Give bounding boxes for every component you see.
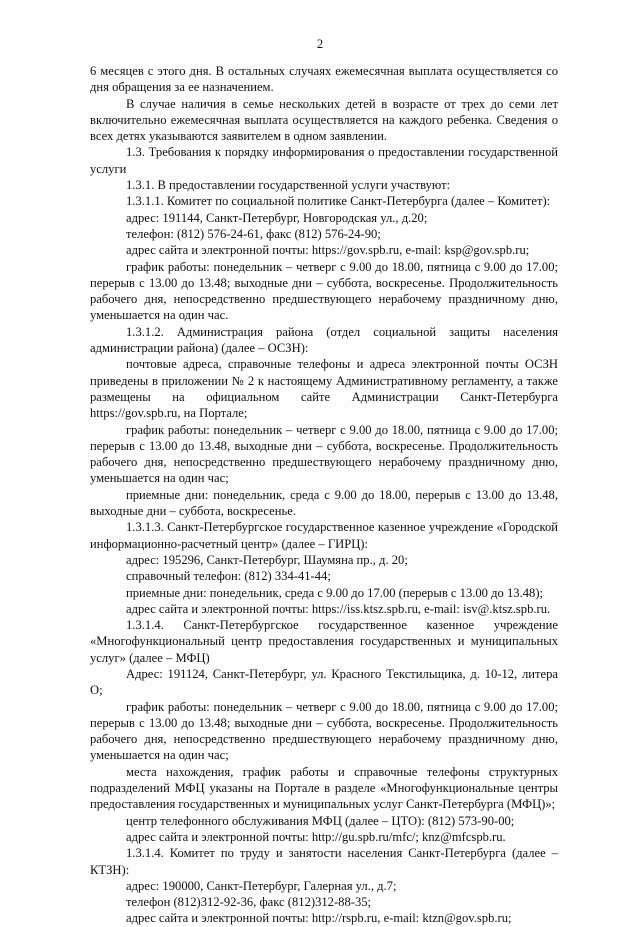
oszn-schedule: график работы: понедельник – четверг с 9.00 до 18.00, пятница с 9.00 до 17.00; перерыв с 13.00 до 13.48, выходные дни – суббота, воскресенье. Продолжительность рабочего дня, непосредственно предшествующего нерабочему праздничному дню, уменьшается на один час; bbox=[90, 422, 558, 486]
section-heading-1-3: 1.3. Требования к порядку информирования о предоставлении государственной услуги bbox=[90, 145, 558, 176]
district-administration-heading: 1.3.1.2. Администрация района (отдел социальной защиты населения администрации района) (далее – ОСЗН): bbox=[90, 324, 558, 356]
girc-reception-days: приемные дни: понедельник, среда с 9.00 до 17.00 (перерыв с 13.00 до 13.48); bbox=[126, 585, 544, 600]
girc-address: адрес: 195296, Санкт-Петербург, Шаумяна пр., д. 20; bbox=[126, 552, 408, 567]
document-body bbox=[90, 63, 558, 927]
girc-phone: справочный телефон: (812) 334-41-44; bbox=[126, 569, 331, 584]
mfc-branches-info: места нахождения, график работы и справочные телефоны структурных подразделений МФЦ указаны на Портале в разделе «Многофункциональные центры предоставления государственных и муниципальных услуг Санкт-Петербурга (МФЦ)»; bbox=[90, 764, 558, 812]
mfc-website-email: адрес сайта и электронной почты: http://gu.spb.ru/mfc/; knz@mfcspb.ru. bbox=[126, 829, 506, 844]
committee-schedule: график работы: понедельник – четверг с 9.00 до 18.00, пятница с 9.00 до 17.00; перерыв с 13.00 до 13.48; выходные дни – суббота, воскресенье. Продолжительность рабочего дня, непосредственно предшествующего нерабочему праздничному дню, уменьшается на один час. bbox=[90, 259, 558, 323]
ktzn-website-email: адрес сайта и электронной почты: http://rspb.ru, e-mail: ktzn@gov.spb.ru; bbox=[126, 911, 512, 926]
paragraph-continuation: 6 месяцев с этого дня. В остальных случаях ежемесячная выплата осуществляется со дня обращения за ее назначением. bbox=[90, 64, 558, 95]
ktzn-address: адрес: 190000, Санкт-Петербург, Галерная ул., д.7; bbox=[126, 878, 397, 893]
girc-heading: 1.3.1.3. Санкт-Петербургское государственное казенное учреждение «Городской информационно-расчетный центр» (далее – ГИРЦ): bbox=[90, 520, 558, 551]
ktzn-heading: 1.3.1.4. Комитет по труду и занятости населения Санкт-Петербурга (далее – КТЗН): bbox=[90, 846, 558, 877]
committee-website-email: адрес сайта и электронной почты: https://gov.spb.ru, e-mail: ksp@gov.spb.ru; bbox=[126, 243, 530, 258]
mfc-call-center: центр телефонного обслуживания МФЦ (далее – ЦТО): (812) 573-90-00; bbox=[126, 813, 515, 828]
oszn-reception-days: приемные дни: понедельник, среда с 9.00 до 18.00, перерыв с 13.00 до 13.48, выходные дни – суббота, воскресенье. bbox=[90, 487, 558, 519]
section-heading-1-3-1: 1.3.1. В предоставлении государственной услуги участвуют: bbox=[126, 178, 451, 193]
mfc-schedule: график работы: понедельник – четверг с 9.00 до 18.00, пятница с 9.00 до 17.00; перерыв с 13.00 до 13.48; выходные дни – суббота, воскресенье. Продолжительность рабочего дня, непосредственно предшествующего нерабочему праздничному дню, уменьшается на один час; bbox=[90, 699, 558, 763]
mfc-heading: 1.3.1.4. Санкт-Петербургское государственное казенное учреждение «Многофункциональный центр предоставления государственных и муниципальных услуг» (далее – МФЦ) bbox=[90, 618, 558, 665]
ktzn-phone-fax: телефон (812)312-92-36, факс (812)312-88-35; bbox=[126, 895, 372, 910]
committee-phone: телефон: (812) 576-24-61, факс (812) 576-24-90; bbox=[126, 226, 381, 241]
oszn-addresses: почтовые адреса, справочные телефоны и адреса электронной почты ОСЗН приведены в приложении № 2 к настоящему Административному регламенту, а также размещены на официальном сайте Администрации Санкт-Петербурга https://gov.spb.ru, на Портале; bbox=[90, 357, 558, 421]
committee-social-policy-heading: 1.3.1.1. Комитет по социальной политике Санкт-Петербурга (далее – Комитет): bbox=[126, 194, 551, 209]
mfc-address: Адрес: 191124, Санкт-Петербург, ул. Красного Текстильщика, д. 10-12, литера О; bbox=[90, 666, 558, 698]
girc-website-email: адрес сайта и электронной почты: https://iss.ktsz.spb.ru, e-mail: isv@.ktsz.spb.ru. bbox=[126, 601, 551, 616]
page-number: 2 bbox=[316, 37, 324, 51]
paragraph-multiple-children: В случае наличия в семье нескольких детей в возрасте от трех до семи лет включительно ежемесячная выплата осуществляется на каждого ребенка. Сведения о всех детях указываются заявителем в одном заявлении. bbox=[90, 96, 558, 144]
committee-address: адрес: 191144, Санкт-Петербург, Новгородская ул., д.20; bbox=[126, 210, 428, 225]
